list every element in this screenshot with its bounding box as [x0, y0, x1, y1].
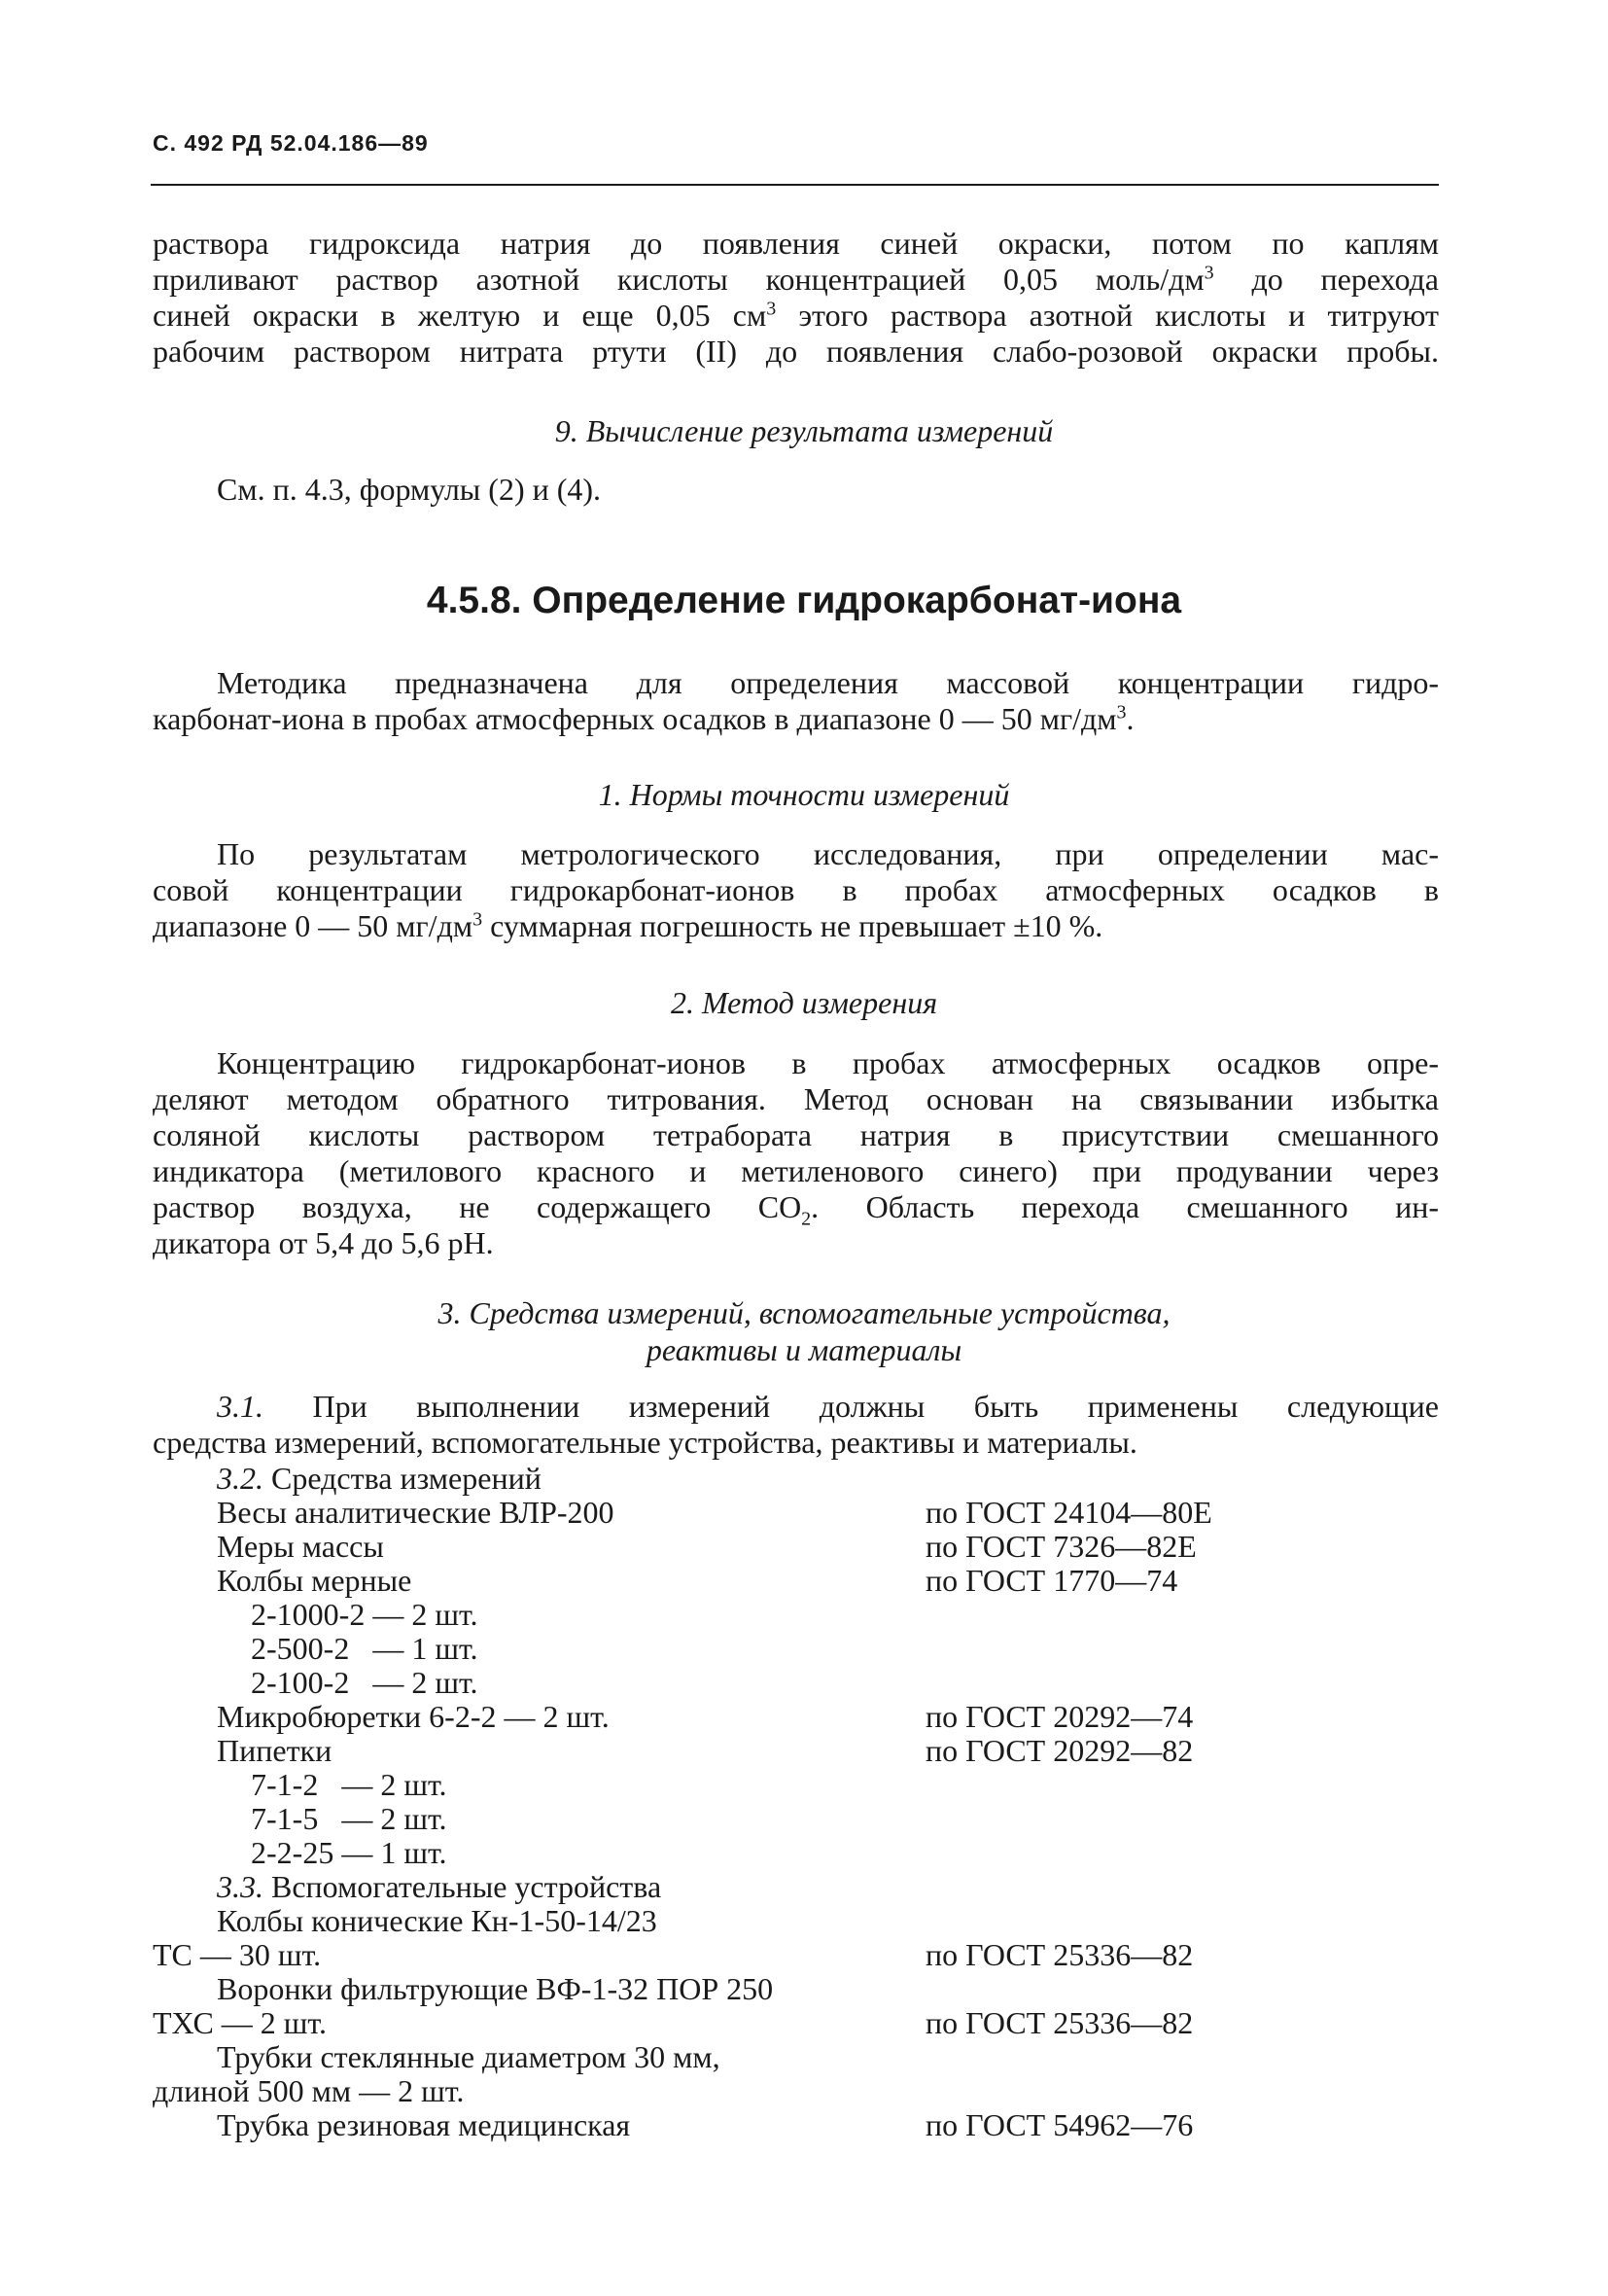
item-text: 2-2-25 — 1 шт. — [251, 1835, 447, 1870]
aux-item-text: ТХС — 2 шт. — [153, 2005, 327, 2040]
method-intro-line-2: карбонат-иона в пробах атмосферных осадков в диапазоне 0 — 50 $мг/дм^3$. — [153, 701, 1135, 736]
section-9-heading: 9. Вычисление результата измерений — [554, 413, 1054, 448]
section-2-line-4: индикатора (метилового красного и метиленового синего) при продувании через — [153, 1153, 1439, 1188]
aux-item-text: Воронки фильтрующие ВФ-1-32 ПОР 250 — [217, 1971, 774, 2006]
section-2-line-1: Концентрацию гидрокарбонат-ионов в пробах атмосферных осадков опре- — [217, 1045, 1439, 1080]
section-1-line-2: совой концентрации гидрокарбонат-ионов в пробах атмосферных осадков в — [153, 872, 1439, 907]
intro-line-4: рабочим раствором нитрата ртути (II) до появления слабо-розовой окраски пробы. — [153, 334, 1439, 369]
item-text: Меры массы — [217, 1529, 384, 1564]
aux-item-text: Трубки стеклянные диаметром 30 мм, — [217, 2039, 720, 2074]
item-ref: по ГОСТ 20292—82 — [926, 1733, 1194, 1768]
section-3-1-paragraph — [153, 1389, 1439, 1461]
section-2-line-3: соляной кислоты раствором тетрабората натрия в присутствии смешанного — [153, 1117, 1439, 1152]
item-text: 7-1-5 — 2 шт. — [251, 1801, 447, 1836]
section-2-line-5: раствор воздуха, не содержащего $CO_2$. Область перехода смешанного ин- — [153, 1189, 1439, 1230]
main-title: 4.5.8. Определение гидрокарбонат-иона — [426, 580, 1182, 621]
section-3-heading-line-1: 3. Средства измерений, вспомогательные устройства, — [437, 1295, 1171, 1330]
item-text: 7-1-2 — 2 шт. — [251, 1767, 447, 1802]
header-rule — [151, 184, 1439, 186]
section-2-line-6: дикатора от 5,4 до 5,6 pH. — [153, 1225, 494, 1260]
section-3-heading-line-2: реактивы и материалы — [646, 1332, 962, 1367]
section-2-heading: 2. Метод измерения — [670, 985, 938, 1020]
item-ref: по ГОСТ 7326—82Е — [926, 1529, 1197, 1564]
item-text: 2-500-2 — 1 шт. — [251, 1631, 478, 1666]
section-3-2-heading: 3.2. Средства измерений — [217, 1461, 542, 1496]
section-1-paragraph — [153, 836, 1439, 944]
running-head: С. 492 РД 52.04.186—89 — [153, 130, 429, 156]
section-1-line-1: По результатам метрологического исследования, при определении мас- — [217, 836, 1439, 871]
section-1-line-3: диапазоне 0 — 50 $мг/дм^3$ суммарная погрешность не превышает ±10 %. — [153, 908, 1103, 943]
aux-item-text: Трубка резиновая медицинская — [217, 2107, 631, 2142]
intro-line-1: раствора гидроксида натрия до появления синей окраски, потом по каплям — [153, 226, 1439, 261]
item-text: Весы аналитические ВЛР-200 — [217, 1495, 614, 1530]
aux-item-text: длиной 500 мм — 2 шт. — [153, 2073, 465, 2108]
item-text: Колбы мерные — [217, 1563, 412, 1598]
item-ref: по ГОСТ 1770—74 — [926, 1563, 1178, 1598]
section-3-3-heading: 3.3. Вспомогательные устройства — [217, 1869, 662, 1904]
aux-item-ref: по ГОСТ 54962—76 — [926, 2107, 1194, 2142]
section-9-text: См. п. 4.3, формулы (2) и (4). — [217, 472, 602, 507]
section-3-heading — [0, 1294, 1608, 1368]
item-text: 2-1000-2 — 2 шт. — [251, 1597, 478, 1632]
section-3-1-line-1: 3.1. При выполнении измерений должны быть применены следующие — [217, 1389, 1439, 1424]
aux-item-text: Колбы конические Кн-1-50-14/23 — [217, 1903, 657, 1938]
method-intro-line-1: Методика предназначена для определения массовой концентрации гидро- — [217, 665, 1439, 700]
method-intro-paragraph — [153, 665, 1439, 737]
section-1-heading: 1. Нормы точности измерений — [598, 777, 1010, 812]
aux-item-text: ТС — 30 шт. — [153, 1937, 322, 1972]
section-3-1-line-2: средства измерений, вспомогательные устройства, реактивы и материалы. — [153, 1425, 1137, 1460]
section-2-line-2: деляют методом обратного титрования. Метод основан на связывании избытка — [153, 1081, 1439, 1116]
item-text: 2-100-2 — 2 шт. — [251, 1665, 478, 1700]
aux-item-ref: по ГОСТ 25336—82 — [926, 2005, 1194, 2040]
intro-paragraph — [153, 226, 1439, 370]
item-ref: по ГОСТ 24104—80Е — [926, 1495, 1212, 1530]
intro-line-2: приливают раствор азотной кислоты концентрацией 0,05 моль/$дм^3$ до перехода — [153, 262, 1439, 297]
section-2-paragraph — [153, 1045, 1439, 1261]
item-text: Пипетки — [217, 1733, 332, 1768]
item-text: Микробюретки 6-2-2 — 2 шт. — [217, 1699, 610, 1734]
aux-item-ref: по ГОСТ 25336—82 — [926, 1937, 1194, 1972]
item-ref: по ГОСТ 20292—74 — [926, 1699, 1194, 1734]
intro-line-3: синей окраски в желтую и еще 0,05 $см^3$ этого раствора азотной кислоты и титруют — [153, 298, 1440, 333]
